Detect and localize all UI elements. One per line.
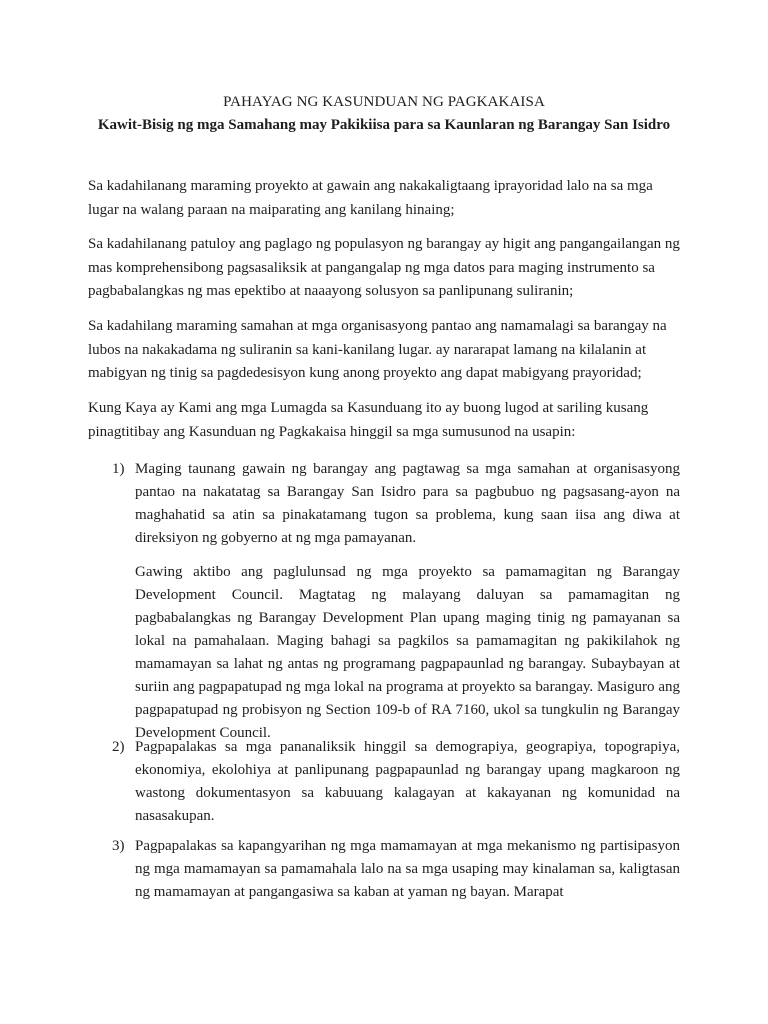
list-item-text: Pagpapalakas sa mga pananaliksik hinggil sa demograpiya, geograpiya, topograpiya, ekonomiya, ekolohiya at panlipunang pagpapaunlad ng barangay upang magkaroon ng wastong dokumentasyon sa kabuuang kalagayan at kakayanan ng komunidad na nasasakupan. [135, 739, 680, 824]
list-item-1 [112, 458, 680, 745]
whereas-paragraph-2: Sa kadahilanang patuloy ang paglago ng populasyon ng barangay ay higit ang pangangailangan ng mas komprehensibong pagsasaliksik at pangangalap ng mga datos para maging instrumento sa pagbabalangkas ng mas epektibo at naaayong solusyon sa panlipunang suliranin; [88, 236, 680, 299]
list-item-number: 3) [112, 838, 125, 854]
list-item-3 [112, 835, 680, 904]
list-item-text: Gawing aktibo ang paglulunsad ng mga proyekto sa pamamagitan ng Barangay Development Council. Magtatag ng malayang daluyan sa pamamagitan ng pagbabalangkas ng Barangay Development Plan upang maging tinig ng pamayanan sa lokal na pamahalaan. Maging bahagi sa pagkilos sa pamamagitan ng pakikilahok ng mamamayan sa lahat ng antas ng programang pagpapaunlad ng barangay. Subaybayan at suriin ang pagpapatupad ng mga lokal na programa at proyekto sa barangay. Masiguro ang pagpapatupad ng probisyon ng Section 109-b of RA 7160, ukol sa tungkulin ng Barangay Development Council. [135, 564, 680, 741]
document-subtitle: Kawit-Bisig ng mga Samahang may Pakikiisa para sa Kaunlaran ng Barangay San Isidro [97, 117, 671, 133]
resolution-paragraph: Kung Kaya ay Kami ang mga Lumagda sa Kasunduang ito ay buong lugod at sariling kusang pinagtitibay ang Kasunduan ng Pagkakaisa hinggil sa mga sumusunod na usapin: [88, 400, 649, 440]
list-item-text: Maging taunang gawain ng barangay ang pagtawag sa mga samahan at organisasyong pantao na nakatatag sa Barangay San Isidro para sa pagbubuo ng pagsasang-ayon na maghahatid sa atin sa pinakatamang tugon sa problema, kung saan iisa ang diwa at direksiyon ng gobyerno at ng mga pamayanan. [135, 461, 680, 546]
list-item-text: Pagpapalakas sa kapangyarihan ng mga mamamayan at mga mekanismo ng partisipasyon ng mga mamamayan sa pamamahala lalo na sa mga usaping may kinalaman sa, kaligtasan ng mamamayan at pangangasiwa sa kaban at yaman ng bayan. Marapat [135, 838, 680, 900]
list-item-number: 2) [112, 739, 125, 755]
whereas-paragraph-3: Sa kadahilang maraming samahan at mga organisasyong pantao ang namamalagi sa barangay na lubos na nakakadama ng suliranin sa kani-kanilang lugar. ay nararapat lamang na kilalanin at mabigyan ng tinig sa pagdedesisyon kung anong proyekto ang dapat mabigyang prayoridad; [88, 318, 667, 381]
whereas-paragraph-1: Sa kadahilanang maraming proyekto at gawain ang nakakaligtaang iprayoridad lalo na sa mga lugar na walang paraan na maiparating ang kanilang hinaing; [88, 178, 653, 218]
list-item-number: 1) [112, 461, 125, 477]
document-title: PAHAYAG NG KASUNDUAN NG PAGKAKAISA [223, 94, 545, 110]
list-item-2 [112, 736, 680, 828]
